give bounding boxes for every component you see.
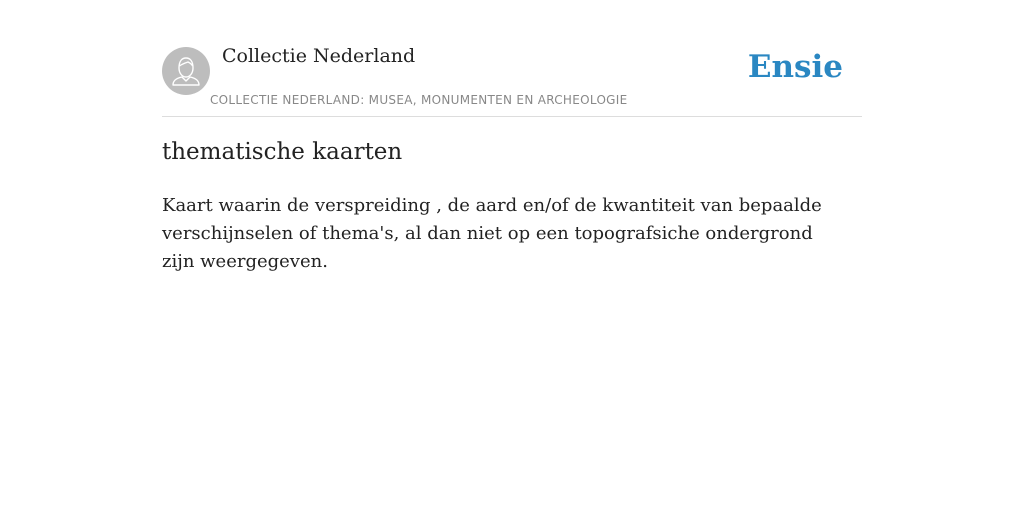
term-title: thematische kaarten — [162, 139, 403, 165]
entry-header — [162, 40, 862, 117]
avatar[interactable] — [162, 47, 210, 95]
author-name[interactable]: Collectie Nederland — [222, 45, 416, 67]
user-silhouette-icon — [162, 47, 210, 95]
definition-text: Kaart waarin de verspreiding , de aard en/of de kwantiteit van bepaalde verschijnselen of thema's, al dan niet op een topografsiche ondergrond zijn weergegeven. — [162, 195, 822, 272]
brand-logo[interactable]: Ensie — [747, 49, 843, 85]
author-subtitle[interactable]: COLLECTIE NEDERLAND: MUSEA, MONUMENTEN EN ARCHEOLOGIE — [210, 93, 628, 107]
